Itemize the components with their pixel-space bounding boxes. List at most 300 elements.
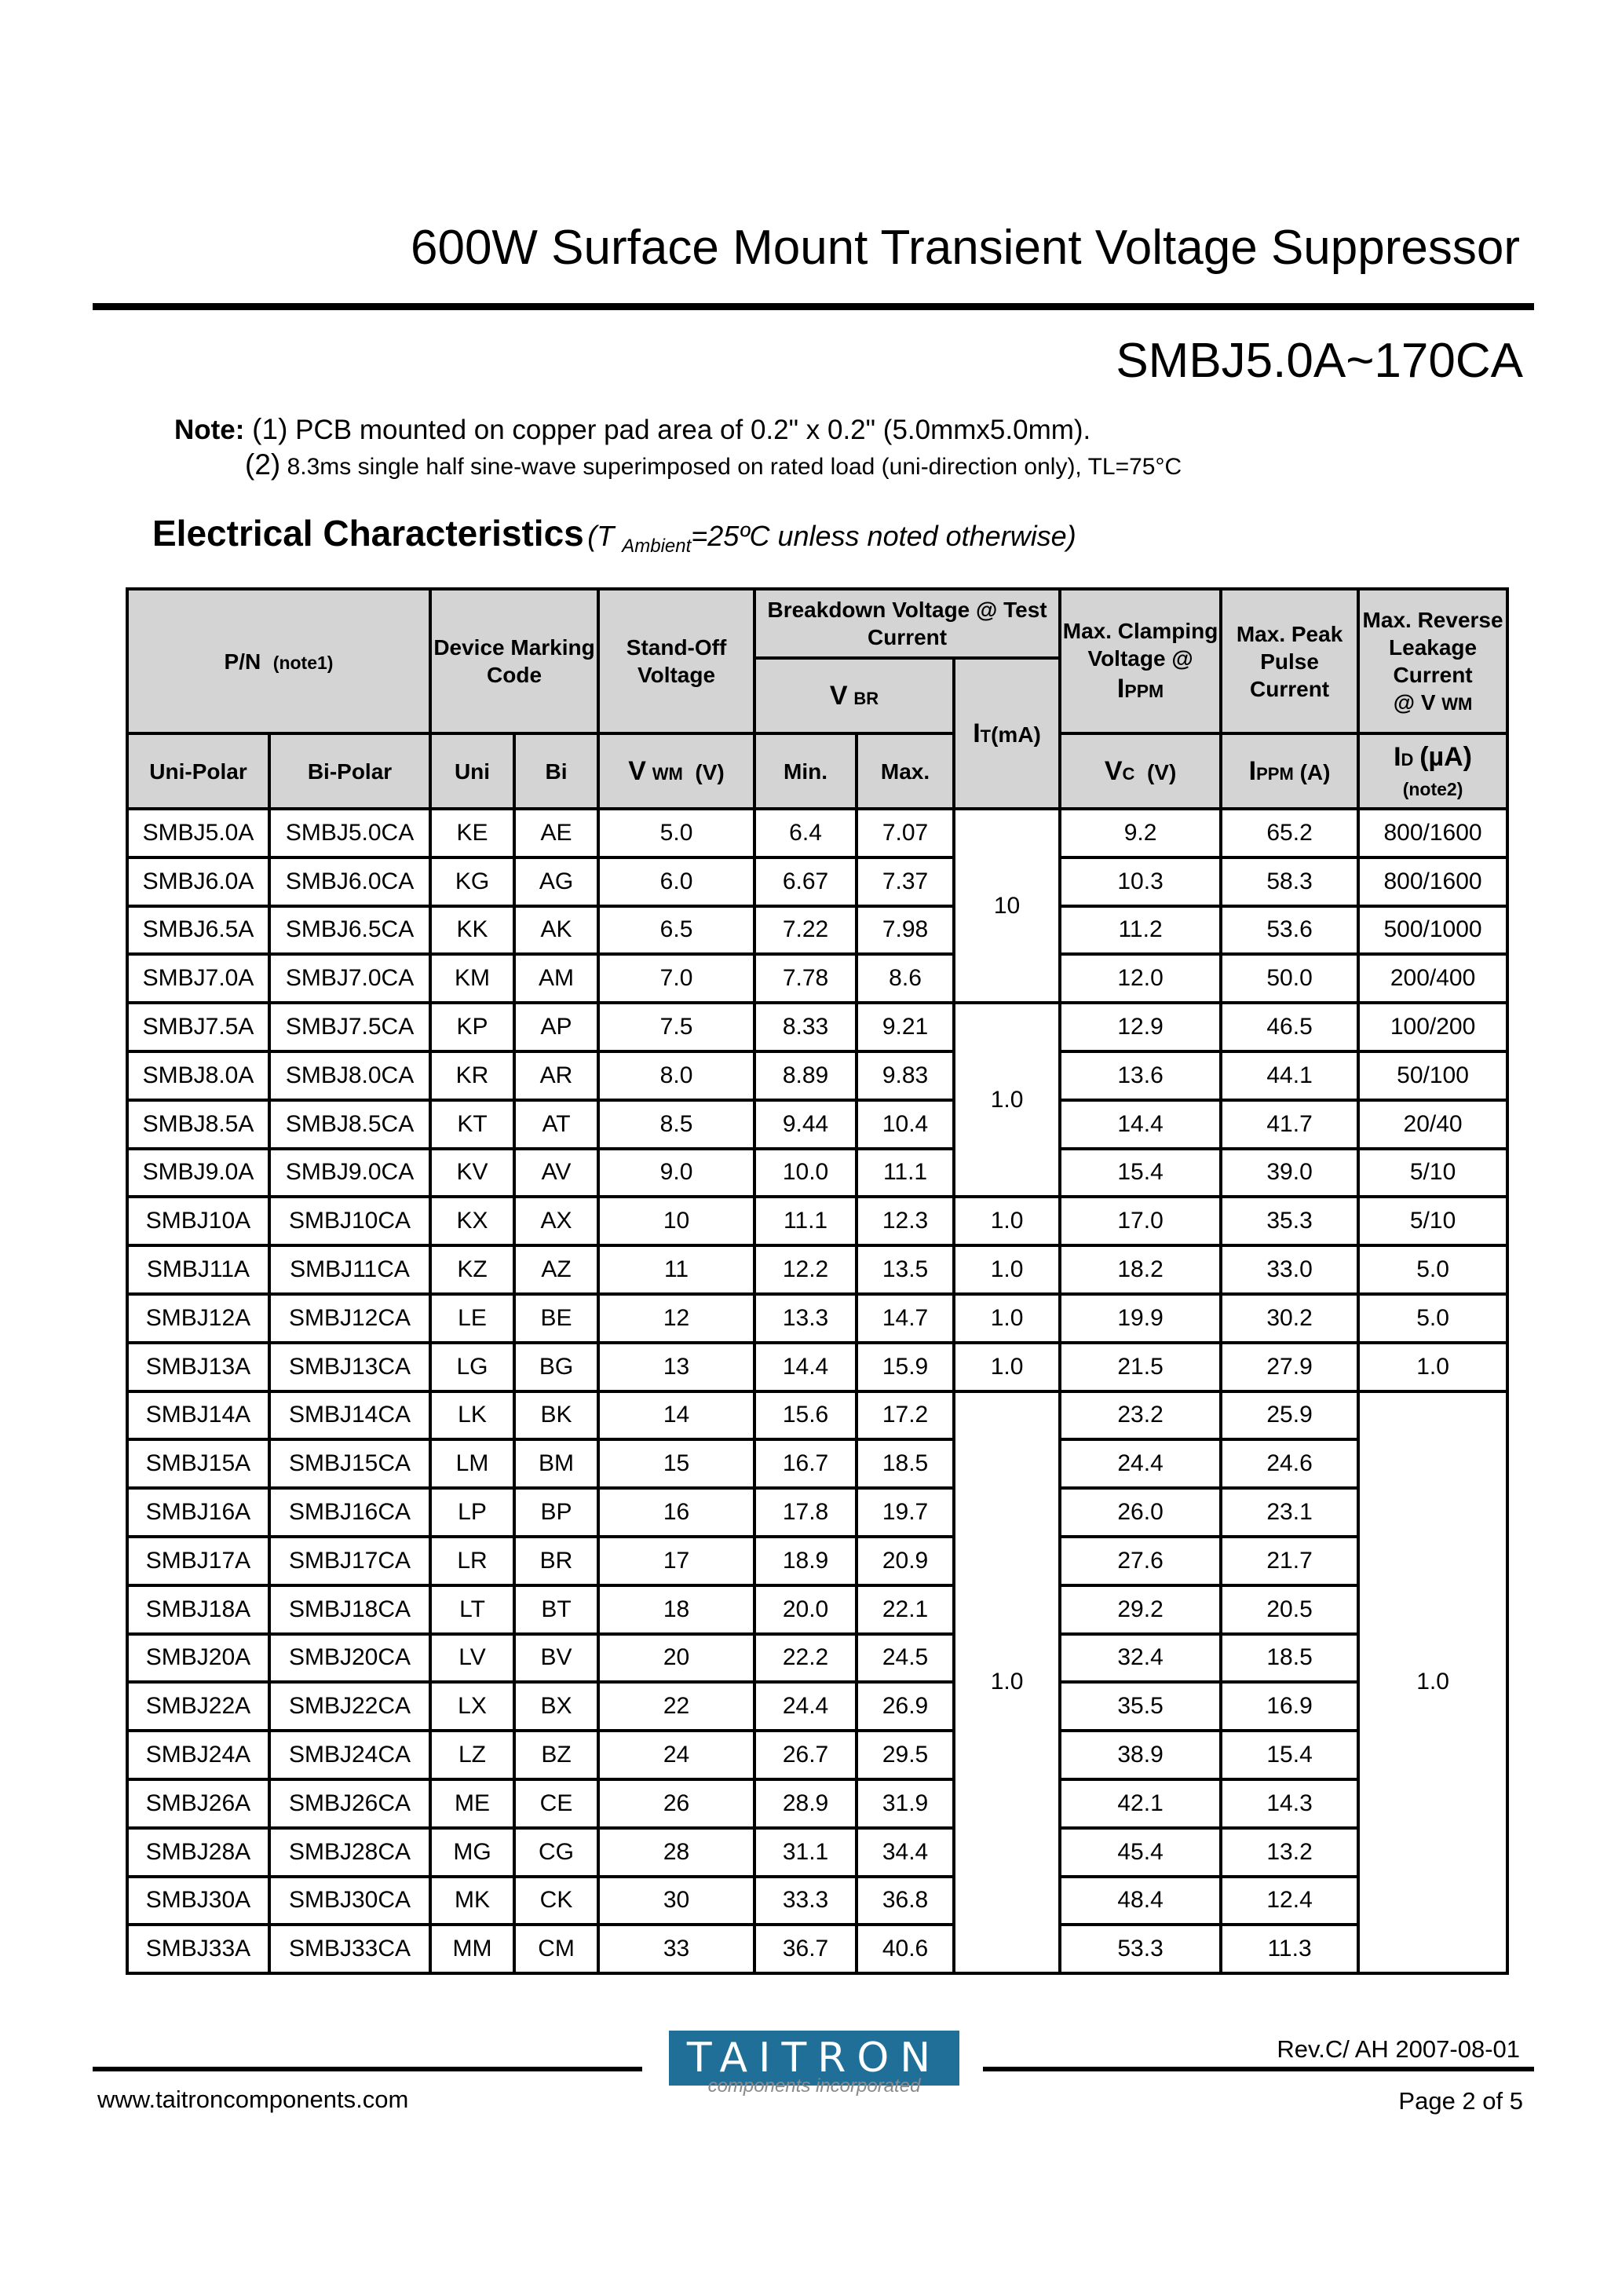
- cell-vbr-min: 8.33: [754, 1003, 857, 1051]
- cell-ippm: 12.4: [1221, 1877, 1358, 1925]
- header-leakage-sub: WM: [1441, 694, 1473, 714]
- cell-vbr-max: 36.8: [857, 1877, 954, 1925]
- cell-bi-code: BG: [514, 1343, 598, 1391]
- cell-vbr-max: 9.21: [857, 1003, 954, 1051]
- header-vbr: [754, 658, 954, 733]
- cell-ippm: 24.6: [1221, 1439, 1358, 1488]
- cell-ippm: 39.0: [1221, 1149, 1358, 1197]
- header-reverse-leakage: [1358, 589, 1507, 733]
- table-row: [127, 1245, 1507, 1294]
- cell-bi-polar: SMBJ26CA: [269, 1779, 430, 1828]
- cell-bi-code: BX: [514, 1682, 598, 1731]
- header-uni-polar: Uni-Polar: [127, 733, 269, 809]
- header-bi-code: Bi: [514, 733, 598, 809]
- note-1-number: (1): [252, 413, 288, 445]
- header-id-i: I: [1394, 742, 1401, 773]
- table-row: [127, 1682, 1507, 1731]
- cell-test-current-merged: 1.0: [954, 1003, 1060, 1197]
- cell-vc: 13.6: [1060, 1051, 1221, 1100]
- header-vc-sub: C: [1122, 763, 1135, 784]
- table-row: [127, 1003, 1507, 1051]
- table-row: [127, 1537, 1507, 1585]
- cell-uni-polar: SMBJ10A: [127, 1197, 269, 1245]
- cell-vc: 38.9: [1060, 1731, 1221, 1779]
- cell-vbr-min: 6.4: [754, 809, 857, 857]
- website-link[interactable]: www.taitroncomponents.com: [97, 2086, 409, 2113]
- cell-vbr-min: 7.78: [754, 954, 857, 1003]
- cell-uni-polar: SMBJ28A: [127, 1828, 269, 1877]
- cell-uni-polar: SMBJ9.0A: [127, 1149, 269, 1197]
- cell-vwm: 7.0: [598, 954, 754, 1003]
- cell-vbr-max: 13.5: [857, 1245, 954, 1294]
- header-vc: [1060, 733, 1221, 809]
- cell-vbr-min: 24.4: [754, 1682, 857, 1731]
- cell-vc: 24.4: [1060, 1439, 1221, 1488]
- cell-vwm: 26: [598, 1779, 754, 1828]
- cell-uni-polar: SMBJ6.5A: [127, 906, 269, 955]
- cell-vc: 53.3: [1060, 1925, 1221, 1973]
- cell-uni-polar: SMBJ11A: [127, 1245, 269, 1294]
- cell-vc: 15.4: [1060, 1149, 1221, 1197]
- cell-uni-polar: SMBJ12A: [127, 1294, 269, 1343]
- cell-vc: 14.4: [1060, 1100, 1221, 1149]
- header-ippm-sub: PPM: [1256, 763, 1294, 784]
- cell-uni-code: LK: [430, 1391, 514, 1440]
- cell-vwm: 10: [598, 1197, 754, 1245]
- cell-bi-polar: SMBJ33CA: [269, 1925, 430, 1973]
- cell-vc: 19.9: [1060, 1294, 1221, 1343]
- cell-bi-polar: SMBJ7.0CA: [269, 954, 430, 1003]
- footer-rule-left: [93, 2067, 642, 2071]
- cell-vbr-max: 18.5: [857, 1439, 954, 1488]
- header-id-note: (note2): [1402, 778, 1463, 799]
- header-marking-code: Device Marking Code: [430, 589, 598, 733]
- cell-vwm: 18: [598, 1585, 754, 1634]
- note-2-text: 8.3ms single half sine-wave superimposed on rated load (uni-direction only), TL=75°C: [287, 454, 1182, 480]
- cell-vc: 21.5: [1060, 1343, 1221, 1391]
- cell-uni-polar: SMBJ7.0A: [127, 954, 269, 1003]
- cell-ippm: 23.1: [1221, 1488, 1358, 1537]
- table-row: [127, 906, 1507, 955]
- cell-ippm: 25.9: [1221, 1391, 1358, 1440]
- cell-vwm: 9.0: [598, 1149, 754, 1197]
- cell-uni-code: KV: [430, 1149, 514, 1197]
- cell-uni-polar: SMBJ13A: [127, 1343, 269, 1391]
- cell-vbr-min: 11.1: [754, 1197, 857, 1245]
- cell-bi-code: CK: [514, 1877, 598, 1925]
- header-clamping-i: I: [1116, 673, 1125, 704]
- header-part-number: [127, 589, 430, 733]
- cell-leakage-merged: 1.0: [1358, 1391, 1507, 1974]
- cell-vwm: 30: [598, 1877, 754, 1925]
- cell-uni-code: KG: [430, 857, 514, 906]
- cell-bi-code: BE: [514, 1294, 598, 1343]
- cell-vbr-max: 12.3: [857, 1197, 954, 1245]
- section-heading: [152, 512, 1076, 558]
- cell-uni-polar: SMBJ7.5A: [127, 1003, 269, 1051]
- cell-vbr-min: 7.22: [754, 906, 857, 955]
- cell-vc: 32.4: [1060, 1634, 1221, 1683]
- header-part-number-label: P/N: [224, 649, 261, 674]
- cell-bi-polar: SMBJ6.0CA: [269, 857, 430, 906]
- header-breakdown-voltage: Breakdown Voltage @ Test Current: [754, 589, 1060, 658]
- cell-vwm: 33: [598, 1925, 754, 1973]
- cell-vwm: 14: [598, 1391, 754, 1440]
- cell-vc: 18.2: [1060, 1245, 1221, 1294]
- cell-vwm: 16: [598, 1488, 754, 1537]
- cell-vbr-max: 8.6: [857, 954, 954, 1003]
- table-row: [127, 857, 1507, 906]
- cell-bi-code: BR: [514, 1537, 598, 1585]
- cell-bi-polar: SMBJ12CA: [269, 1294, 430, 1343]
- cell-ippm: 20.5: [1221, 1585, 1358, 1634]
- header-leakage-at: @ V: [1393, 690, 1436, 715]
- cell-uni-code: LP: [430, 1488, 514, 1537]
- cell-vbr-min: 15.6: [754, 1391, 857, 1440]
- header-clamping-voltage: [1060, 589, 1221, 733]
- cell-vwm: 22: [598, 1682, 754, 1731]
- header-vwm-sub: WM: [652, 763, 683, 784]
- header-uni-code: Uni: [430, 733, 514, 809]
- cell-uni-polar: SMBJ15A: [127, 1439, 269, 1488]
- cell-uni-code: LX: [430, 1682, 514, 1731]
- cell-vc: 23.2: [1060, 1391, 1221, 1440]
- cell-bi-polar: SMBJ22CA: [269, 1682, 430, 1731]
- revision-label: Rev.C/ AH 2007-08-01: [1277, 2035, 1520, 2063]
- cell-vc: 11.2: [1060, 906, 1221, 955]
- cell-bi-polar: SMBJ13CA: [269, 1343, 430, 1391]
- header-vbr-sub: BR: [853, 688, 879, 708]
- cell-leakage: 5.0: [1358, 1294, 1507, 1343]
- cell-vbr-min: 16.7: [754, 1439, 857, 1488]
- cell-vbr-min: 12.2: [754, 1245, 857, 1294]
- cell-leakage: 800/1600: [1358, 857, 1507, 906]
- cell-uni-code: KZ: [430, 1245, 514, 1294]
- cell-leakage: 5.0: [1358, 1245, 1507, 1294]
- section-condition: [587, 520, 1076, 558]
- cell-uni-polar: SMBJ8.0A: [127, 1051, 269, 1100]
- table-row: [127, 809, 1507, 857]
- cell-bi-code: BM: [514, 1439, 598, 1488]
- cell-vbr-max: 7.07: [857, 809, 954, 857]
- cell-vbr-max: 15.9: [857, 1343, 954, 1391]
- header-bi-polar: Bi-Polar: [269, 733, 430, 809]
- cell-vwm: 8.5: [598, 1100, 754, 1149]
- table-row: [127, 1731, 1507, 1779]
- header-test-current: [954, 658, 1060, 809]
- cell-vwm: 8.0: [598, 1051, 754, 1100]
- cell-vbr-min: 22.2: [754, 1634, 857, 1683]
- cell-uni-polar: SMBJ8.5A: [127, 1100, 269, 1149]
- table-row: [127, 1488, 1507, 1537]
- cell-ippm: 35.3: [1221, 1197, 1358, 1245]
- cell-test-current: 1.0: [954, 1245, 1060, 1294]
- condition-suffix: =25ºC unless noted otherwise): [691, 520, 1076, 552]
- header-ippm-unit: (A): [1299, 759, 1331, 784]
- cell-vc: 48.4: [1060, 1877, 1221, 1925]
- cell-vbr-max: 7.37: [857, 857, 954, 906]
- cell-vbr-max: 19.7: [857, 1488, 954, 1537]
- cell-leakage: 50/100: [1358, 1051, 1507, 1100]
- cell-bi-code: AE: [514, 809, 598, 857]
- header-part-number-note: (note1): [272, 652, 334, 673]
- cell-vwm: 7.5: [598, 1003, 754, 1051]
- cell-leakage: 500/1000: [1358, 906, 1507, 955]
- note-2: [245, 448, 1182, 481]
- cell-uni-polar: SMBJ24A: [127, 1731, 269, 1779]
- cell-bi-code: AZ: [514, 1245, 598, 1294]
- cell-uni-polar: SMBJ30A: [127, 1877, 269, 1925]
- cell-ippm: 27.9: [1221, 1343, 1358, 1391]
- cell-ippm: 65.2: [1221, 809, 1358, 857]
- cell-ippm: 30.2: [1221, 1294, 1358, 1343]
- cell-test-current: 1.0: [954, 1343, 1060, 1391]
- header-clamping-label: Max. Clamping Voltage @: [1062, 618, 1218, 671]
- table-row: [127, 1343, 1507, 1391]
- note-1-text: PCB mounted on copper pad area of 0.2" x 0.2" (5.0mmx5.0mm).: [295, 415, 1091, 445]
- cell-test-current: 1.0: [954, 1294, 1060, 1343]
- cell-vbr-min: 13.3: [754, 1294, 857, 1343]
- table-row: [127, 1100, 1507, 1149]
- footer-rule-right: [983, 2067, 1534, 2071]
- cell-vc: 26.0: [1060, 1488, 1221, 1537]
- cell-vbr-max: 26.9: [857, 1682, 954, 1731]
- cell-vwm: 17: [598, 1537, 754, 1585]
- cell-bi-code: AK: [514, 906, 598, 955]
- cell-uni-code: KP: [430, 1003, 514, 1051]
- header-id: [1358, 733, 1507, 809]
- cell-ippm: 58.3: [1221, 857, 1358, 906]
- cell-bi-polar: SMBJ24CA: [269, 1731, 430, 1779]
- cell-bi-code: AR: [514, 1051, 598, 1100]
- cell-ippm: 13.2: [1221, 1828, 1358, 1877]
- cell-vbr-min: 31.1: [754, 1828, 857, 1877]
- table-row: [127, 1439, 1507, 1488]
- cell-vbr-max: 7.98: [857, 906, 954, 955]
- cell-uni-polar: SMBJ16A: [127, 1488, 269, 1537]
- cell-vbr-min: 18.9: [754, 1537, 857, 1585]
- cell-bi-polar: SMBJ20CA: [269, 1634, 430, 1683]
- part-range-title: SMBJ5.0A~170CA: [1116, 334, 1523, 388]
- cell-leakage: 100/200: [1358, 1003, 1507, 1051]
- cell-uni-polar: SMBJ5.0A: [127, 809, 269, 857]
- cell-vbr-min: 33.3: [754, 1877, 857, 1925]
- cell-bi-code: AG: [514, 857, 598, 906]
- cell-vbr-max: 22.1: [857, 1585, 954, 1634]
- cell-vc: 42.1: [1060, 1779, 1221, 1828]
- cell-vbr-max: 9.83: [857, 1051, 954, 1100]
- cell-ippm: 41.7: [1221, 1100, 1358, 1149]
- cell-vwm: 6.5: [598, 906, 754, 955]
- cell-vbr-min: 28.9: [754, 1779, 857, 1828]
- cell-uni-polar: SMBJ22A: [127, 1682, 269, 1731]
- cell-leakage: 1.0: [1358, 1343, 1507, 1391]
- cell-vbr-min: 26.7: [754, 1731, 857, 1779]
- cell-vbr-min: 10.0: [754, 1149, 857, 1197]
- header-vbr-v: V: [829, 680, 848, 711]
- cell-vc: 9.2: [1060, 809, 1221, 857]
- cell-uni-polar: SMBJ6.0A: [127, 857, 269, 906]
- cell-leakage: 200/400: [1358, 954, 1507, 1003]
- cell-uni-code: LE: [430, 1294, 514, 1343]
- header-id-unit: (µA): [1419, 742, 1473, 773]
- logo-tagline: components incorporated: [707, 2075, 921, 2097]
- header-vwm: [598, 733, 754, 809]
- cell-ippm: 46.5: [1221, 1003, 1358, 1051]
- cell-vc: 29.2: [1060, 1585, 1221, 1634]
- cell-uni-polar: SMBJ17A: [127, 1537, 269, 1585]
- cell-vbr-min: 36.7: [754, 1925, 857, 1973]
- table-row: [127, 1925, 1507, 1973]
- cell-bi-polar: SMBJ6.5CA: [269, 906, 430, 955]
- cell-vbr-max: 31.9: [857, 1779, 954, 1828]
- header-vc-v: V: [1104, 755, 1123, 786]
- cell-uni-code: KE: [430, 809, 514, 857]
- cell-bi-code: CG: [514, 1828, 598, 1877]
- table-row: [127, 1294, 1507, 1343]
- cell-bi-polar: SMBJ18CA: [269, 1585, 430, 1634]
- cell-uni-code: LT: [430, 1585, 514, 1634]
- cell-vbr-max: 34.4: [857, 1828, 954, 1877]
- cell-ippm: 21.7: [1221, 1537, 1358, 1585]
- header-rule: [93, 303, 1534, 310]
- cell-uni-polar: SMBJ26A: [127, 1779, 269, 1828]
- cell-vbr-min: 20.0: [754, 1585, 857, 1634]
- cell-uni-code: KT: [430, 1100, 514, 1149]
- cell-bi-code: AX: [514, 1197, 598, 1245]
- header-ippm-i: I: [1248, 755, 1257, 786]
- cell-leakage: 5/10: [1358, 1149, 1507, 1197]
- cell-bi-code: AP: [514, 1003, 598, 1051]
- cell-vwm: 6.0: [598, 857, 754, 906]
- cell-vc: 27.6: [1060, 1537, 1221, 1585]
- section-title: Electrical Characteristics: [152, 513, 584, 554]
- cell-vbr-max: 24.5: [857, 1634, 954, 1683]
- cell-uni-code: LV: [430, 1634, 514, 1683]
- cell-uni-code: ME: [430, 1779, 514, 1828]
- cell-test-current-merged: 10: [954, 809, 1060, 1003]
- header-leakage-label: Max. Reverse Leakage Current: [1362, 608, 1503, 687]
- header-standoff-voltage: Stand-Off Voltage: [598, 589, 754, 733]
- cell-bi-polar: SMBJ9.0CA: [269, 1149, 430, 1197]
- table-row: [127, 954, 1507, 1003]
- cell-vbr-min: 8.89: [754, 1051, 857, 1100]
- header-ippm: [1221, 733, 1358, 809]
- table-row: [127, 1779, 1507, 1828]
- cell-bi-code: AM: [514, 954, 598, 1003]
- cell-bi-code: BT: [514, 1585, 598, 1634]
- cell-bi-code: BP: [514, 1488, 598, 1537]
- table-row: [127, 1828, 1507, 1877]
- cell-uni-polar: SMBJ20A: [127, 1634, 269, 1683]
- cell-bi-polar: SMBJ16CA: [269, 1488, 430, 1537]
- cell-vc: 12.9: [1060, 1003, 1221, 1051]
- cell-vbr-min: 17.8: [754, 1488, 857, 1537]
- cell-test-current-merged: 1.0: [954, 1391, 1060, 1974]
- cell-bi-code: AT: [514, 1100, 598, 1149]
- cell-uni-code: KM: [430, 954, 514, 1003]
- cell-vwm: 12: [598, 1294, 754, 1343]
- cell-uni-polar: SMBJ18A: [127, 1585, 269, 1634]
- cell-bi-polar: SMBJ15CA: [269, 1439, 430, 1488]
- cell-vbr-max: 17.2: [857, 1391, 954, 1440]
- cell-vbr-max: 20.9: [857, 1537, 954, 1585]
- header-clamping-sub: PPM: [1124, 680, 1164, 701]
- note-1: [174, 413, 1090, 446]
- cell-test-current: 1.0: [954, 1197, 1060, 1245]
- cell-bi-polar: SMBJ30CA: [269, 1877, 430, 1925]
- cell-vwm: 28: [598, 1828, 754, 1877]
- cell-vwm: 24: [598, 1731, 754, 1779]
- header-vwm-unit: (V): [695, 759, 725, 784]
- cell-uni-polar: SMBJ33A: [127, 1925, 269, 1973]
- cell-vbr-max: 11.1: [857, 1149, 954, 1197]
- header-it-unit: (mA): [991, 722, 1041, 747]
- cell-vc: 35.5: [1060, 1682, 1221, 1731]
- cell-bi-polar: SMBJ5.0CA: [269, 809, 430, 857]
- cell-ippm: 16.9: [1221, 1682, 1358, 1731]
- cell-uni-polar: SMBJ14A: [127, 1391, 269, 1440]
- table-row: [127, 1197, 1507, 1245]
- cell-ippm: 33.0: [1221, 1245, 1358, 1294]
- logo-text: TAITRON: [686, 2035, 942, 2082]
- table-body: [127, 809, 1507, 1973]
- cell-uni-code: LR: [430, 1537, 514, 1585]
- cell-uni-code: KR: [430, 1051, 514, 1100]
- cell-vwm: 5.0: [598, 809, 754, 857]
- cell-bi-polar: SMBJ11CA: [269, 1245, 430, 1294]
- cell-vbr-min: 14.4: [754, 1343, 857, 1391]
- note-2-number: (2): [245, 448, 281, 481]
- cell-uni-code: KX: [430, 1197, 514, 1245]
- header-vwm-v: V: [628, 755, 646, 786]
- cell-bi-code: CM: [514, 1925, 598, 1973]
- document-title: 600W Surface Mount Transient Voltage Suppressor: [410, 221, 1520, 275]
- cell-bi-polar: SMBJ17CA: [269, 1537, 430, 1585]
- condition-subscript: Ambient: [622, 536, 692, 558]
- cell-vbr-max: 14.7: [857, 1294, 954, 1343]
- cell-vbr-max: 10.4: [857, 1100, 954, 1149]
- table-row: [127, 1585, 1507, 1634]
- cell-bi-polar: SMBJ10CA: [269, 1197, 430, 1245]
- table-row: [127, 1634, 1507, 1683]
- cell-uni-code: LG: [430, 1343, 514, 1391]
- header-vbr-min: Min.: [754, 733, 857, 809]
- cell-vwm: 11: [598, 1245, 754, 1294]
- cell-leakage: 20/40: [1358, 1100, 1507, 1149]
- note-label: Note:: [174, 415, 245, 445]
- cell-vc: 10.3: [1060, 857, 1221, 906]
- cell-bi-polar: SMBJ8.0CA: [269, 1051, 430, 1100]
- cell-bi-polar: SMBJ14CA: [269, 1391, 430, 1440]
- table-row: [127, 1051, 1507, 1100]
- cell-vwm: 13: [598, 1343, 754, 1391]
- cell-ippm: 15.4: [1221, 1731, 1358, 1779]
- cell-bi-polar: SMBJ8.5CA: [269, 1100, 430, 1149]
- cell-bi-polar: SMBJ7.5CA: [269, 1003, 430, 1051]
- cell-bi-code: BK: [514, 1391, 598, 1440]
- header-vc-unit: (V): [1146, 759, 1177, 784]
- header-vbr-max: Max.: [857, 733, 954, 809]
- cell-vc: 45.4: [1060, 1828, 1221, 1877]
- cell-ippm: 18.5: [1221, 1634, 1358, 1683]
- cell-ippm: 11.3: [1221, 1925, 1358, 1973]
- page-number: Page 2 of 5: [1398, 2087, 1523, 2115]
- cell-ippm: 44.1: [1221, 1051, 1358, 1100]
- cell-vbr-max: 29.5: [857, 1731, 954, 1779]
- cell-ippm: 14.3: [1221, 1779, 1358, 1828]
- cell-vwm: 20: [598, 1634, 754, 1683]
